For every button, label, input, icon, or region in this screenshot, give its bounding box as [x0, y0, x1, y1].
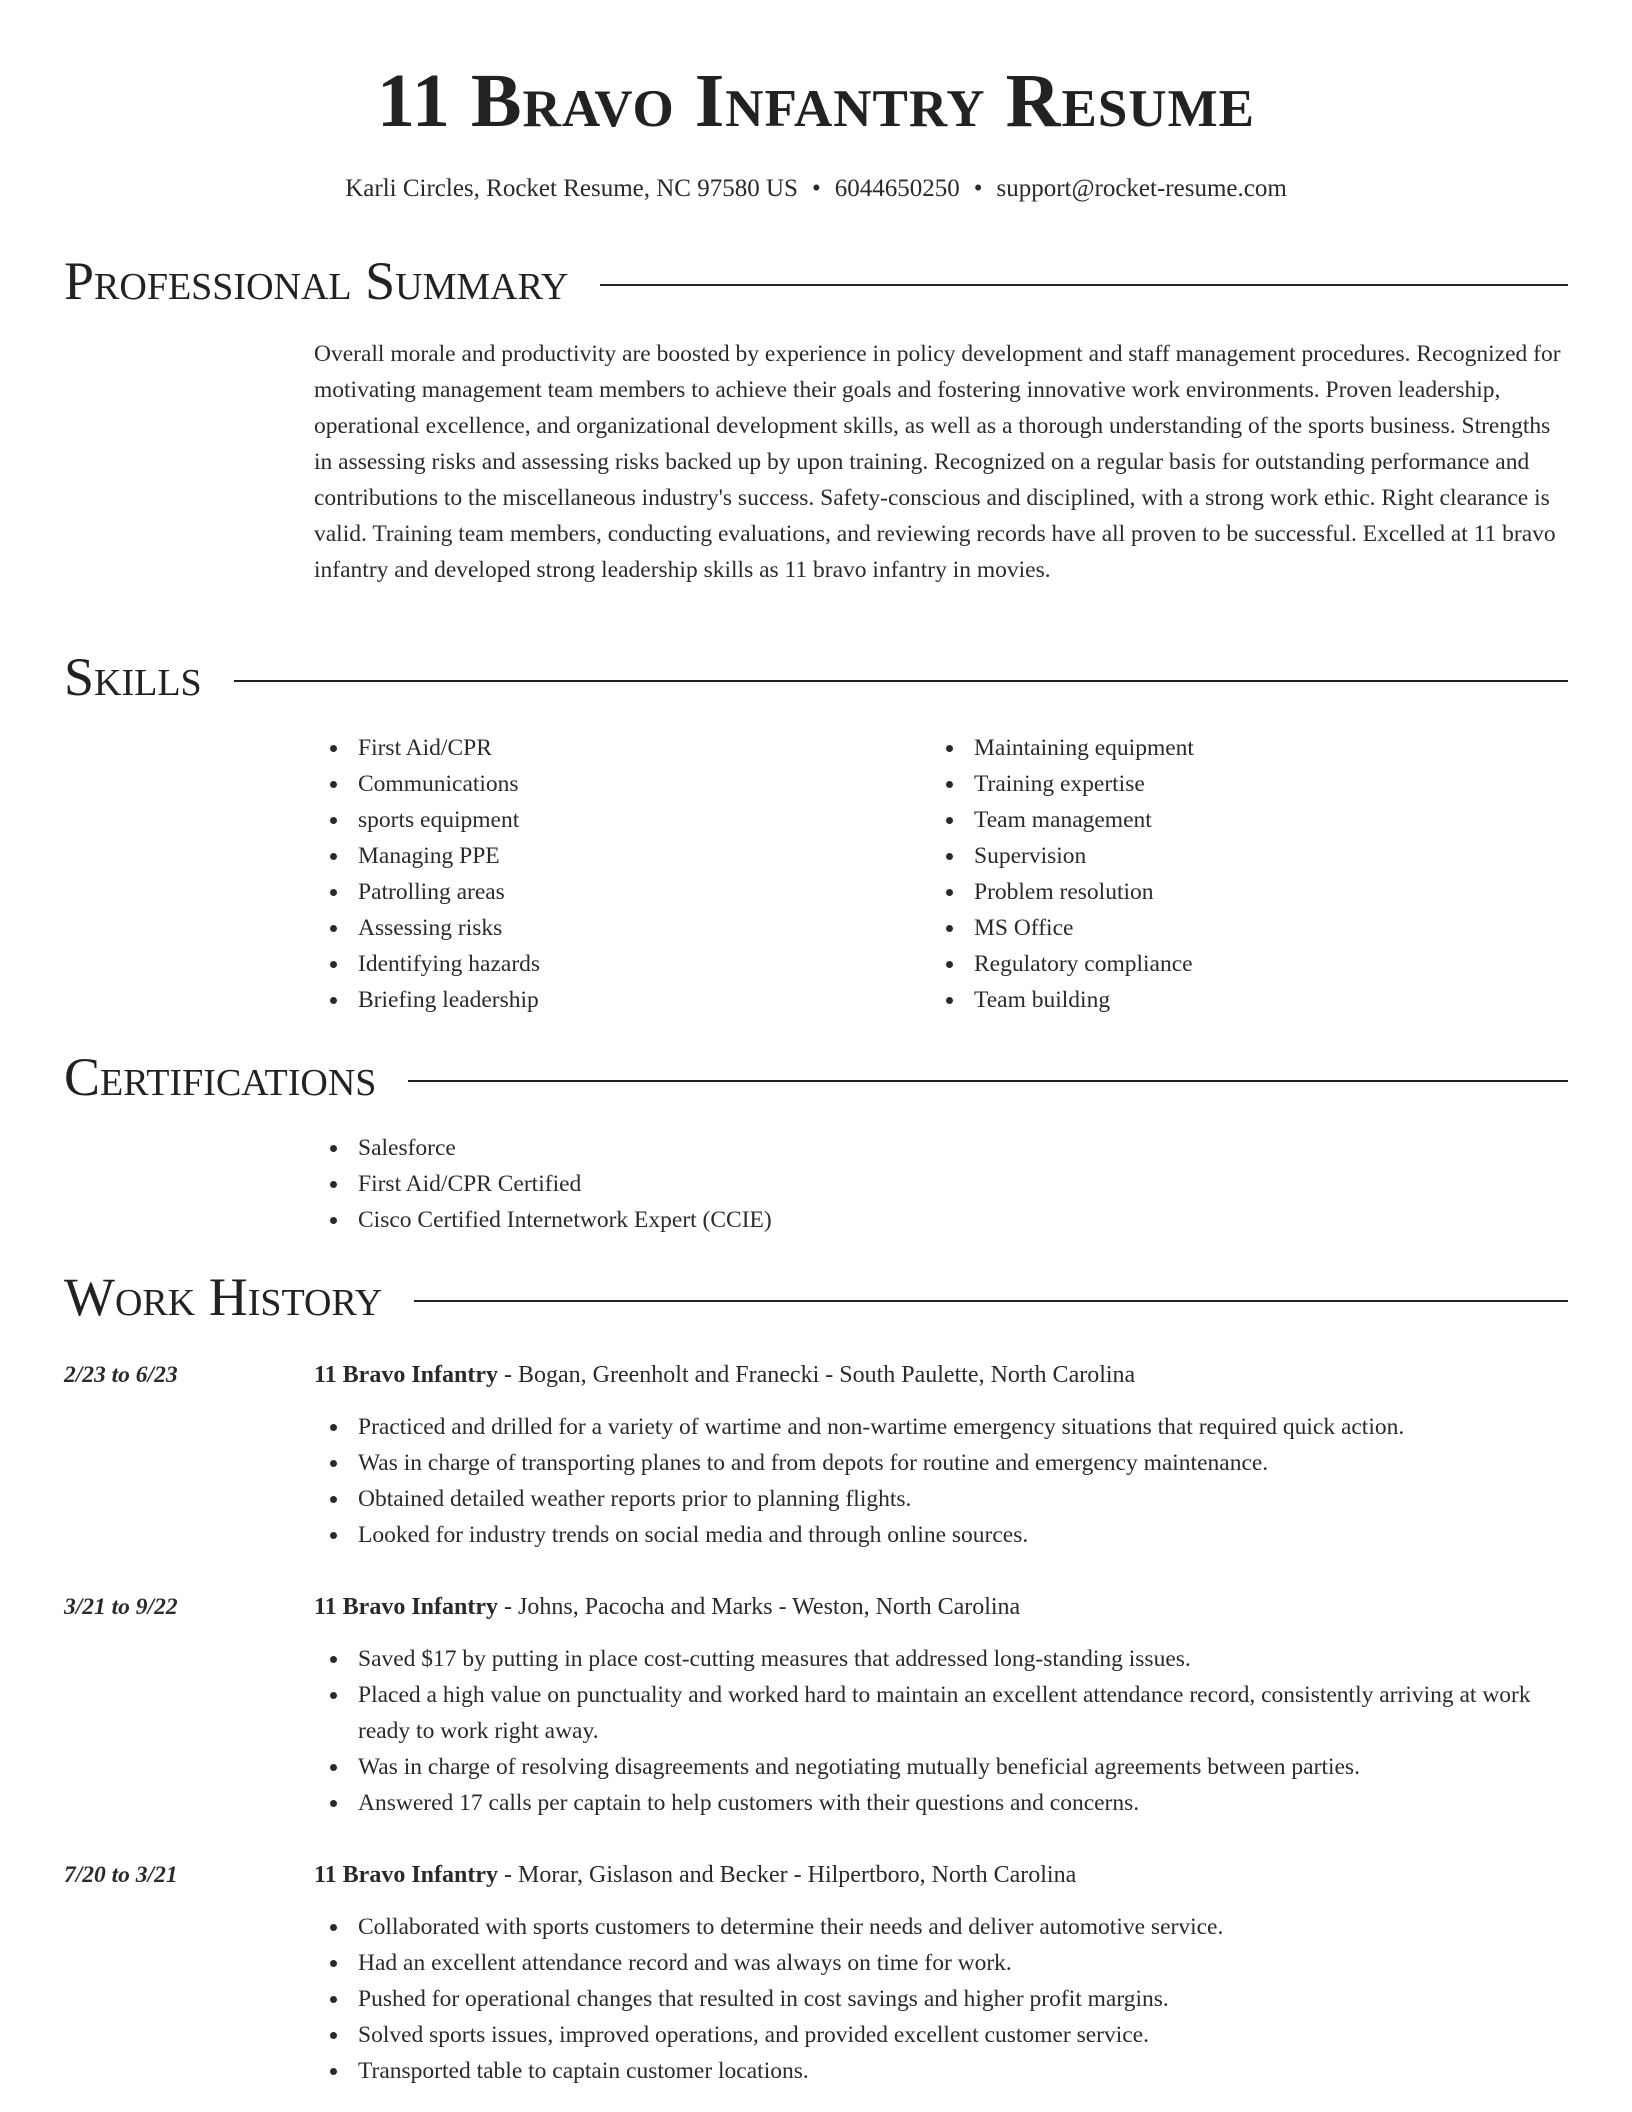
job-bullet: Practiced and drilled for a variety of wartime and non-wartime emergency situations that required quick action.	[314, 1409, 1568, 1445]
job-employer-location: - Johns, Pacocha and Marks - Weston, North Carolina	[498, 1594, 1021, 1620]
skills-column-left	[314, 730, 930, 1018]
job-bullet: Was in charge of resolving disagreements and negotiating mutually beneficial agreements between parties.	[314, 1749, 1568, 1785]
job-entry	[314, 1589, 1568, 1821]
job-title: 11 Bravo Infantry	[314, 1362, 499, 1388]
job-bullet: Answered 17 calls per captain to help customers with their questions and concerns.	[314, 1785, 1568, 1821]
summary-body	[314, 336, 1568, 588]
job-bullet: Looked for industry trends on social media and through online sources.	[314, 1517, 1568, 1553]
skill-item: First Aid/CPR	[314, 730, 930, 766]
skills-section-header	[64, 648, 1568, 707]
section-divider	[414, 1300, 1568, 1302]
job-bullet: Obtained detailed weather reports prior to planning flights.	[314, 1481, 1568, 1517]
contact-line	[64, 174, 1568, 204]
skill-item: Assessing risks	[314, 910, 930, 946]
job-bullets	[314, 1909, 1568, 2089]
skill-item: Patrolling areas	[314, 874, 930, 910]
job-title: 11 Bravo Infantry	[314, 1594, 499, 1620]
job-bullet: Placed a high value on punctuality and worked hard to maintain an excellent attendance record, consistently arriving at work ready to work right away.	[314, 1677, 1568, 1749]
job-title: 11 Bravo Infantry	[314, 1862, 499, 1888]
job-entry	[314, 1357, 1568, 1553]
job-bullet: Solved sports issues, improved operations, and provided excellent customer service.	[314, 2017, 1568, 2053]
certifications-list	[314, 1130, 1568, 1238]
skill-item: Identifying hazards	[314, 946, 930, 982]
skills-heading: Skills	[64, 647, 202, 707]
job-bullet: Had an excellent attendance record and was always on time for work.	[314, 1945, 1568, 1981]
section-divider	[408, 1080, 1568, 1082]
job-heading	[314, 1857, 1568, 1893]
skill-item: Team management	[930, 802, 1546, 838]
section-divider	[600, 284, 1568, 286]
skill-item: Communications	[314, 766, 930, 802]
job-heading	[314, 1357, 1568, 1393]
skill-item: MS Office	[930, 910, 1546, 946]
job-dates: 3/21 to 9/22	[64, 1594, 178, 1620]
summary-section-header	[64, 252, 1568, 311]
certifications-body	[314, 1130, 1568, 1238]
job-bullet: Saved $17 by putting in place cost-cutting measures that addressed long-standing issues.	[314, 1641, 1568, 1677]
job-employer-location: - Bogan, Greenholt and Franecki - South Paulette, North Carolina	[498, 1362, 1136, 1388]
job-bullet: Was in charge of transporting planes to and from depots for routine and emergency maintenance.	[314, 1445, 1568, 1481]
job-employer-location: - Morar, Gislason and Becker - Hilpertboro, North Carolina	[498, 1862, 1077, 1888]
summary-heading: Professional Summary	[64, 251, 569, 311]
skill-item: Problem resolution	[930, 874, 1546, 910]
job-bullet: Transported table to captain customer locations.	[314, 2053, 1568, 2089]
resume-title: 11 Bravo Infantry Resume	[377, 59, 1255, 143]
work-heading: Work History	[64, 1267, 383, 1327]
section-divider	[234, 680, 1568, 682]
job-bullet: Collaborated with sports customers to determine their needs and deliver automotive service.	[314, 1909, 1568, 1945]
contact-email: support@rocket-resume.com	[996, 175, 1287, 202]
job-heading	[314, 1589, 1568, 1625]
skill-item: Training expertise	[930, 766, 1546, 802]
certifications-section-header	[64, 1048, 1568, 1107]
certifications-heading: Certifications	[64, 1047, 377, 1107]
contact-separator: •	[973, 175, 983, 202]
job-bullet: Pushed for operational changes that resulted in cost savings and higher profit margins.	[314, 1981, 1568, 2017]
certification-item: First Aid/CPR Certified	[314, 1166, 1568, 1202]
skill-item: Regulatory compliance	[930, 946, 1546, 982]
job-dates: 2/23 to 6/23	[64, 1362, 178, 1388]
skill-item: Maintaining equipment	[930, 730, 1546, 766]
skill-item: Briefing leadership	[314, 982, 930, 1018]
job-bullets	[314, 1409, 1568, 1553]
job-entry	[314, 1857, 1568, 2089]
contact-phone: 6044650250	[834, 175, 960, 202]
contact-address: Karli Circles, Rocket Resume, NC 97580 US	[345, 175, 798, 202]
contact-separator: •	[811, 175, 821, 202]
summary-text: Overall morale and productivity are boosted by experience in policy development and staff management procedures. Recognized for motivating management team members to achieve their goals and fostering innovative work environments. Proven leadership, operational excellence, and organizational development skills, as well as a thorough understanding of the sports business. Strengths in assessing risks and assessing risks backed up by upon training. Recognized on a regular basis for outstanding performance and contributions to the miscellaneous industry's success. Safety-conscious and disciplined, with a strong work ethic. Right clearance is valid. Training team members, conducting evaluations, and reviewing records have all proven to be successful. Excelled at 11 bravo infantry and developed strong leadership skills as 11 bravo infantry in movies.	[314, 341, 1561, 583]
certification-item: Cisco Certified Internetwork Expert (CCIE)	[314, 1202, 1568, 1238]
skill-item: Managing PPE	[314, 838, 930, 874]
job-bullets	[314, 1641, 1568, 1821]
work-section-header	[64, 1268, 1568, 1327]
skill-item: Team building	[930, 982, 1546, 1018]
job-dates: 7/20 to 3/21	[64, 1862, 178, 1888]
skills-column-right	[930, 730, 1546, 1018]
certification-item: Salesforce	[314, 1130, 1568, 1166]
skill-item: Supervision	[930, 838, 1546, 874]
skills-list	[314, 730, 1568, 1018]
skill-item: sports equipment	[314, 802, 930, 838]
